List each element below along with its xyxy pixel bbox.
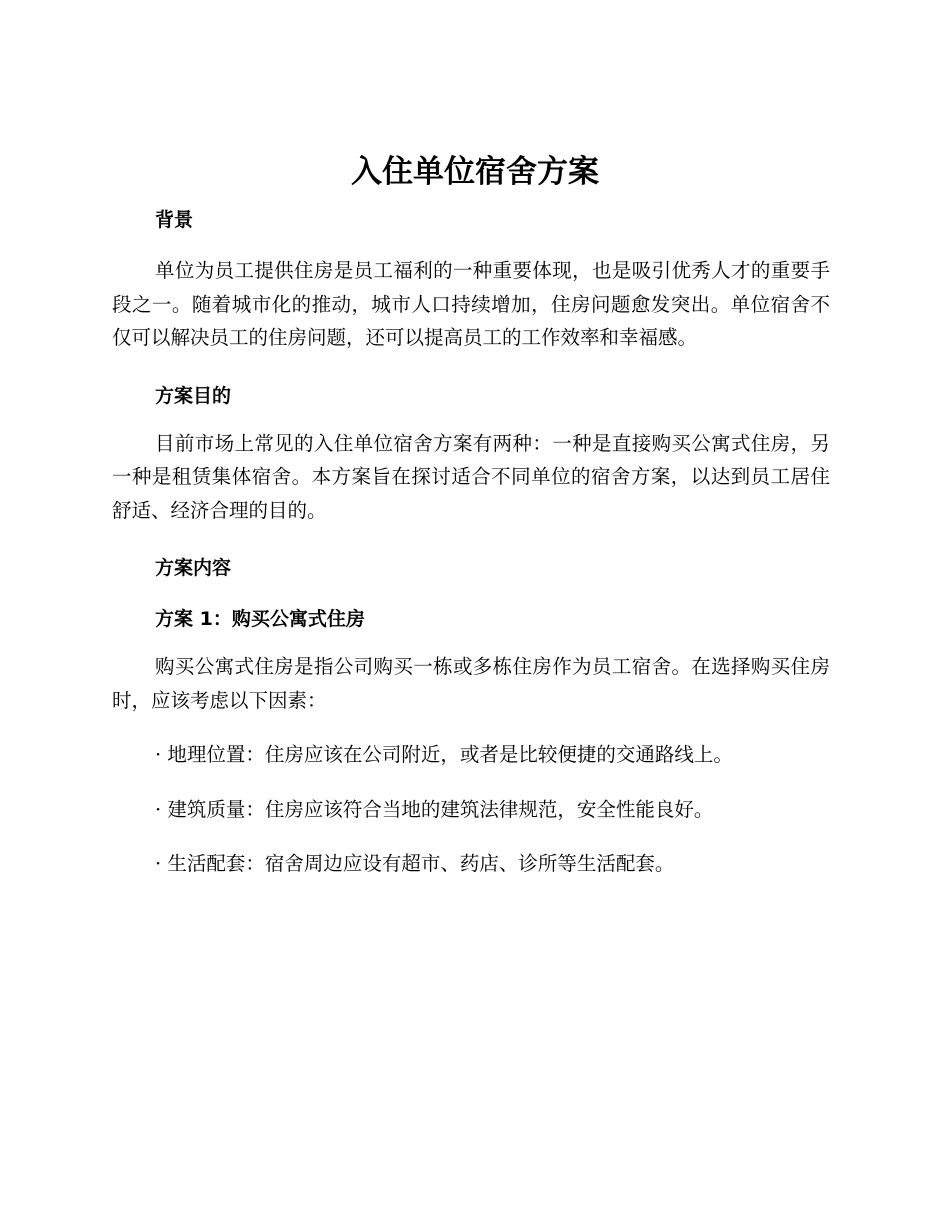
paragraph-plan1: 购买公寓式住房是指公司购买一栋或多栋住房作为员工宿舍。在选择购买住房时，应该考虑以下因素： — [112, 655, 830, 712]
paragraph-background: 单位为员工提供住房是员工福利的一种重要体现，也是吸引优秀人才的重要手段之一。随着城市化的推动，城市人口持续增加，住房问题愈发突出。单位宿舍不仅可以解决员工的住房问题，还可以提高员工的工作效率和幸福感。 — [112, 259, 830, 349]
list-item-location: · 地理位置：住房应该在公司附近，或者是比较便捷的交通路线上。 — [155, 743, 733, 766]
section-heading-background: 背景 — [155, 209, 194, 231]
document-title: 入住单位宿舍方案 — [351, 154, 599, 190]
section-heading-content: 方案内容 — [155, 557, 232, 579]
list-item-amenities: · 生活配套：宿舍周边应设有超市、药店、诊所等生活配套。 — [155, 852, 675, 875]
list-item-quality: · 建筑质量：住房应该符合当地的建筑法律规范，安全性能良好。 — [155, 797, 714, 821]
paragraph-purpose: 目前市场上常见的入住单位宿舍方案有两种：一种是直接购买公寓式住房，另一种是租赁集体宿舍。本方案旨在探讨适合不同单位的宿舍方案，以达到员工居住舒适、经济合理的目的。 — [112, 431, 830, 522]
section-heading-plan1: 方案 1：购买公寓式住房 — [155, 608, 365, 630]
section-heading-purpose: 方案目的 — [155, 384, 232, 407]
document-body — [112, 200, 830, 881]
